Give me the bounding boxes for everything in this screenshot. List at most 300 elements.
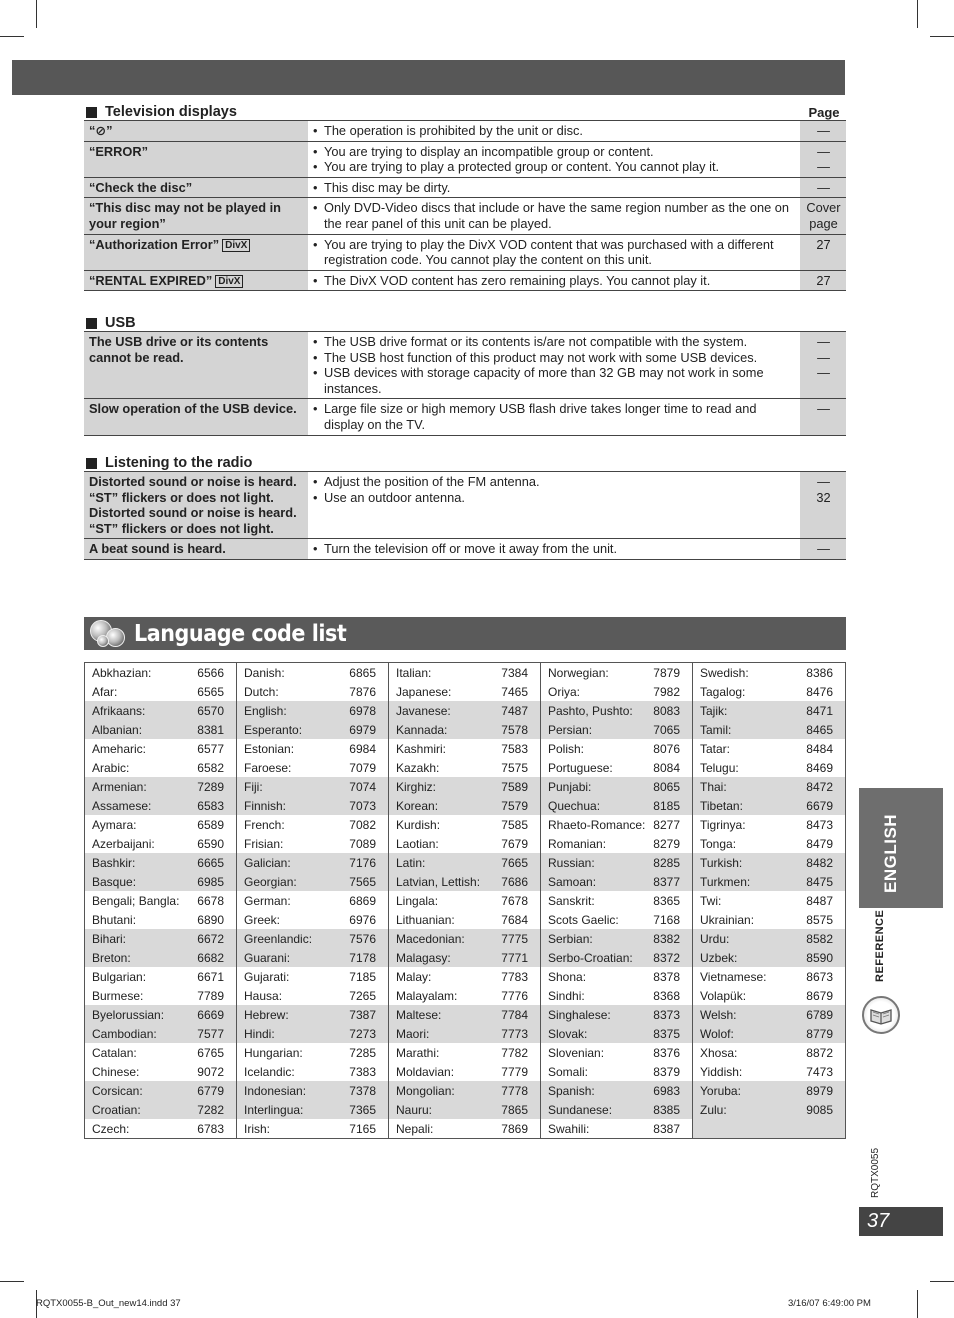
page-reference-cell — [800, 121, 846, 142]
language-name: Swedish: — [700, 665, 749, 680]
language-name: Faroese: — [244, 760, 292, 775]
symptom-cell — [84, 234, 308, 270]
page-reference: — — [817, 365, 830, 381]
language-name: Abkhazian: — [92, 665, 152, 680]
language-row — [541, 739, 692, 758]
tv-displays-section — [84, 100, 846, 291]
language-name: Scots Gaelic: — [548, 912, 619, 927]
language-row — [237, 777, 388, 796]
language-row — [85, 948, 236, 967]
language-row — [85, 891, 236, 910]
language-name: Ameharic: — [92, 741, 147, 756]
language-code: 6583 — [197, 798, 224, 813]
language-name: Croatian: — [92, 1102, 141, 1117]
language-row — [541, 948, 692, 967]
language-name: Byelorussian: — [92, 1007, 165, 1022]
square-bullet-icon — [86, 458, 97, 469]
language-code: 7285 — [349, 1045, 376, 1060]
language-row — [693, 1081, 845, 1100]
language-row — [85, 758, 236, 777]
language-code: 7074 — [349, 779, 376, 794]
language-row — [541, 1005, 692, 1024]
language-name: Hausa: — [244, 988, 283, 1003]
language-row — [389, 1062, 540, 1081]
language-code: 6765 — [197, 1045, 224, 1060]
language-name: Icelandic: — [244, 1064, 295, 1079]
symptom-cell — [84, 121, 308, 142]
page-reference-cell — [800, 332, 846, 399]
language-row — [237, 701, 388, 720]
language-name: Slovenian: — [548, 1045, 605, 1060]
page-reference: — — [817, 334, 830, 349]
symptom-cell — [84, 472, 308, 539]
language-row — [541, 796, 692, 815]
language-code: 6976 — [349, 912, 376, 927]
language-name: Mongolian: — [396, 1083, 455, 1098]
language-row — [693, 739, 845, 758]
language-code: 6789 — [806, 1007, 833, 1022]
usb-heading: USB — [84, 315, 136, 331]
remedy-cell — [308, 177, 800, 198]
language-name: Afrikaans: — [92, 703, 146, 718]
language-code: 8582 — [806, 931, 833, 946]
language-name: Bashkir: — [92, 855, 136, 870]
language-row — [237, 1081, 388, 1100]
language-code: 7579 — [501, 798, 528, 813]
language-row — [237, 853, 388, 872]
language-code: 7678 — [501, 893, 528, 908]
language-row — [237, 796, 388, 815]
language-code: 7289 — [197, 779, 224, 794]
language-code: 7879 — [653, 665, 680, 680]
language-code: 7176 — [349, 855, 376, 870]
square-bullet-icon — [86, 107, 97, 118]
language-name: Malay: — [396, 969, 432, 984]
remedy-item: • This disc may be dirty. — [313, 179, 451, 195]
language-name: Yoruba: — [700, 1083, 741, 1098]
language-code: 7776 — [501, 988, 528, 1003]
reference-label: REFERENCE — [874, 909, 886, 982]
language-row — [693, 986, 845, 1005]
language-row — [693, 720, 845, 739]
language-name: Yiddish: — [700, 1064, 743, 1079]
page-reference-cell — [800, 234, 846, 270]
language-code: 7073 — [349, 798, 376, 813]
language-name: Sindhi: — [548, 988, 585, 1003]
language-code: 8365 — [653, 893, 680, 908]
language-code: 8382 — [653, 931, 680, 946]
language-row — [389, 758, 540, 777]
language-column — [85, 663, 237, 1138]
language-name: Breton: — [92, 950, 131, 965]
language-name: Norwegian: — [548, 665, 609, 680]
language-code: 6665 — [197, 855, 224, 870]
language-name: Vietnamese: — [700, 969, 767, 984]
language-code: 8476 — [806, 684, 833, 699]
language-row-empty — [693, 1119, 845, 1138]
language-row — [693, 815, 845, 834]
language-name: Greenlandic: — [244, 931, 313, 946]
remedy-item: • The DivX VOD content has zero remaining plays. You cannot play it. — [313, 272, 711, 288]
language-code: 6983 — [653, 1083, 680, 1098]
language-code: 7578 — [501, 722, 528, 737]
language-row — [389, 815, 540, 834]
language-name: French: — [244, 817, 285, 832]
language-row — [693, 682, 845, 701]
language-row — [85, 739, 236, 758]
language-row — [85, 682, 236, 701]
language-name: Quechua: — [548, 798, 601, 813]
language-code: 7771 — [501, 950, 528, 965]
language-code: 7565 — [349, 874, 376, 889]
language-code: 7575 — [501, 760, 528, 775]
language-code: 6669 — [197, 1007, 224, 1022]
language-code: 8385 — [653, 1102, 680, 1117]
remedy-item: • You are trying to play a protected group or content. You cannot play it. — [313, 159, 720, 175]
language-code: 9072 — [197, 1064, 224, 1079]
remedy-cell — [308, 472, 800, 539]
tv-displays-table — [84, 120, 846, 291]
language-code: 7789 — [197, 988, 224, 1003]
language-row — [237, 1043, 388, 1062]
page-reference: — — [817, 401, 830, 417]
footer-timestamp: 3/16/07 6:49:00 PM — [788, 1298, 871, 1309]
symptom-label: “Authorization Error” DivX — [89, 237, 304, 253]
language-row — [389, 1005, 540, 1024]
language-name: Persian: — [548, 722, 593, 737]
language-name: Punjabi: — [548, 779, 592, 794]
book-icon — [862, 996, 900, 1034]
language-code: 8372 — [653, 950, 680, 965]
remedy-cell — [308, 234, 800, 270]
language-name: Turkish: — [700, 855, 743, 870]
language-row — [389, 1024, 540, 1043]
language-row — [85, 853, 236, 872]
language-name: Sanskrit: — [548, 893, 595, 908]
symptom-label: “ERROR” — [89, 143, 149, 159]
remedy-item: • The USB host function of this product may not work with some USB devices. — [313, 349, 758, 365]
language-code: 8779 — [806, 1026, 833, 1041]
language-code: 7773 — [501, 1026, 528, 1041]
language-row — [389, 948, 540, 967]
document-code: RQTX0055 — [870, 1147, 881, 1198]
page-reference-cell — [800, 270, 846, 291]
language-code: 6978 — [349, 703, 376, 718]
language-code: 7865 — [501, 1102, 528, 1117]
header-band — [12, 60, 845, 95]
language-name: Serbo-Croatian: — [548, 950, 633, 965]
language-code: 8590 — [806, 950, 833, 965]
page-reference: — — [817, 123, 830, 138]
language-code: 7665 — [501, 855, 528, 870]
language-row — [389, 1081, 540, 1100]
language-row — [85, 1119, 236, 1138]
language-code: 7583 — [501, 741, 528, 756]
language-name: Azerbaijani: — [92, 836, 155, 851]
language-name: Serbian: — [548, 931, 593, 946]
language-code: 7783 — [501, 969, 528, 984]
language-name: Javanese: — [396, 703, 451, 718]
language-code: 8377 — [653, 874, 680, 889]
language-name: Wolof: — [700, 1026, 734, 1041]
language-code: 8475 — [806, 874, 833, 889]
page-reference: 27 — [816, 236, 831, 252]
language-name: Arabic: — [92, 760, 130, 775]
symptom-label: Distorted sound or noise is heard. “ST” flickers or does not light. — [89, 505, 297, 536]
language-name: Bulgarian: — [92, 969, 147, 984]
language-name: Assamese: — [92, 798, 152, 813]
language-name: Galician: — [244, 855, 291, 870]
remedy-item: • Turn the television off or move it away from the unit. — [313, 541, 618, 557]
language-row — [85, 815, 236, 834]
language-code: 6865 — [349, 665, 376, 680]
language-name: Urdu: — [700, 931, 730, 946]
english-tab — [859, 788, 943, 908]
language-column — [541, 663, 693, 1138]
symptom-cell — [84, 399, 308, 435]
language-name: Laotian: — [396, 836, 439, 851]
language-code: 8471 — [806, 703, 833, 718]
language-code: 7686 — [501, 874, 528, 889]
language-name: Polish: — [548, 741, 585, 756]
remedy-item: • Large file size or high memory USB flash drive takes longer time to read and display on the TV. — [313, 401, 757, 432]
language-row — [693, 948, 845, 967]
language-code: 6984 — [349, 741, 376, 756]
remedy-item: • USB devices with storage capacity of more than 32 GB may not work in some instances. — [313, 365, 764, 396]
page-column-header: Page — [808, 105, 840, 120]
language-name: Ukrainian: — [700, 912, 755, 927]
language-code: 7784 — [501, 1007, 528, 1022]
language-name: Tonga: — [700, 836, 737, 851]
language-name: Welsh: — [700, 1007, 737, 1022]
language-name: Oriya: — [548, 684, 581, 699]
radio-section — [84, 451, 846, 560]
tv-displays-heading: Television displays — [84, 104, 237, 120]
language-row — [85, 1062, 236, 1081]
language-name: Singhalese: — [548, 1007, 611, 1022]
remedy-item: • You are trying to display an incompatible group or content. — [313, 143, 654, 159]
language-row — [541, 701, 692, 720]
table-row — [84, 472, 846, 539]
language-code: 7876 — [349, 684, 376, 699]
language-name: Catalan: — [92, 1045, 137, 1060]
page-reference-cell — [800, 177, 846, 198]
language-name: Hebrew: — [244, 1007, 289, 1022]
language-name: English: — [244, 703, 287, 718]
language-row — [237, 739, 388, 758]
language-name: Volapük: — [700, 988, 747, 1003]
language-row — [237, 1100, 388, 1119]
table-row — [84, 270, 846, 291]
language-row — [85, 986, 236, 1005]
language-name: Indonesian: — [244, 1083, 307, 1098]
language-code: 9085 — [806, 1102, 833, 1117]
language-code: 7576 — [349, 931, 376, 946]
language-code: 7465 — [501, 684, 528, 699]
language-row — [85, 1100, 236, 1119]
language-row — [237, 967, 388, 986]
language-name: Swahili: — [548, 1121, 590, 1136]
english-tab-label: ENGLISH — [881, 813, 900, 893]
language-row — [237, 720, 388, 739]
language-row — [85, 1043, 236, 1062]
language-code: 7079 — [349, 760, 376, 775]
language-name: Portuguese: — [548, 760, 613, 775]
language-row — [85, 1081, 236, 1100]
language-row — [693, 1024, 845, 1043]
language-row — [541, 910, 692, 929]
remedy-item: • The operation is prohibited by the unit or disc. — [313, 123, 583, 138]
symptom-label: A beat sound is heard. — [89, 541, 226, 557]
language-row — [693, 777, 845, 796]
language-name: Tatar: — [700, 741, 731, 756]
language-code: 6566 — [197, 665, 224, 680]
language-name: Romanian: — [548, 836, 607, 851]
language-row — [541, 758, 692, 777]
language-code: 7589 — [501, 779, 528, 794]
language-row — [541, 853, 692, 872]
language-row — [237, 758, 388, 777]
language-row — [541, 834, 692, 853]
language-row — [389, 967, 540, 986]
page-reference: — — [817, 541, 830, 557]
language-row — [541, 891, 692, 910]
language-row — [541, 986, 692, 1005]
language-row — [389, 1100, 540, 1119]
remedy-cell — [308, 141, 800, 177]
language-name: Georgian: — [244, 874, 297, 889]
language-row — [85, 929, 236, 948]
language-row — [541, 777, 692, 796]
table-row — [84, 399, 846, 435]
language-row — [237, 872, 388, 891]
language-name: Telugu: — [700, 760, 739, 775]
symptom-cell — [84, 177, 308, 198]
symptom-label: The USB drive or its contents cannot be read. — [89, 334, 269, 365]
language-name: Shona: — [548, 969, 587, 984]
language-code-list-title: Language code list — [134, 620, 347, 647]
language-code: 8386 — [806, 665, 833, 680]
language-code-list-banner — [84, 617, 846, 650]
language-code: 7679 — [501, 836, 528, 851]
language-name: Turkmen: — [700, 874, 751, 889]
radio-table — [84, 471, 846, 560]
language-code: 8465 — [806, 722, 833, 737]
language-name: Kirghiz: — [396, 779, 437, 794]
language-name: Bengali; Bangla: — [92, 893, 180, 908]
language-name: Greek: — [244, 912, 281, 927]
language-code: 6577 — [197, 741, 224, 756]
language-row — [85, 967, 236, 986]
language-code: 8368 — [653, 988, 680, 1003]
language-row — [541, 1024, 692, 1043]
language-code: 7778 — [501, 1083, 528, 1098]
language-row — [237, 1119, 388, 1138]
language-name: German: — [244, 893, 291, 908]
language-row — [389, 929, 540, 948]
page-reference: — — [817, 179, 830, 195]
language-name: Samoan: — [548, 874, 597, 889]
symptom-cell — [84, 270, 308, 291]
language-name: Albanian: — [92, 722, 143, 737]
language-name: Twi: — [700, 893, 722, 908]
language-row — [85, 1005, 236, 1024]
language-code: 8487 — [806, 893, 833, 908]
language-row — [85, 663, 236, 682]
language-name: Thai: — [700, 779, 727, 794]
square-bullet-icon — [86, 318, 97, 329]
language-code: 7282 — [197, 1102, 224, 1117]
language-name: Uzbek: — [700, 950, 738, 965]
language-name: Russian: — [548, 855, 595, 870]
language-name: Chinese: — [92, 1064, 140, 1079]
language-row — [85, 910, 236, 929]
language-row — [389, 853, 540, 872]
language-row — [541, 1043, 692, 1062]
language-name: Pashto, Pushto: — [548, 703, 633, 718]
language-code: 8378 — [653, 969, 680, 984]
language-name: Hungarian: — [244, 1045, 303, 1060]
language-name: Somali: — [548, 1064, 589, 1079]
language-row — [237, 663, 388, 682]
symptom-label: Slow operation of the USB device. — [89, 401, 297, 417]
table-row — [84, 177, 846, 198]
language-name: Malayalam: — [396, 988, 458, 1003]
language-column — [389, 663, 541, 1138]
language-row — [693, 758, 845, 777]
page-reference-cell — [800, 399, 846, 435]
language-row — [693, 853, 845, 872]
language-code: 6979 — [349, 722, 376, 737]
language-row — [541, 1081, 692, 1100]
language-row — [85, 777, 236, 796]
language-row — [693, 1100, 845, 1119]
language-code: 7384 — [501, 665, 528, 680]
language-code: 7365 — [349, 1102, 376, 1117]
divx-badge: DivX — [215, 275, 243, 288]
language-code: 7178 — [349, 950, 376, 965]
language-name: Japanese: — [396, 684, 452, 699]
language-code: 6679 — [806, 798, 833, 813]
language-code: 7383 — [349, 1064, 376, 1079]
language-name: Macedonian: — [396, 931, 465, 946]
language-name: Frisian: — [244, 836, 284, 851]
language-row — [541, 720, 692, 739]
language-row — [541, 1062, 692, 1081]
language-row — [541, 663, 692, 682]
language-name: Cambodian: — [92, 1026, 157, 1041]
language-row — [389, 796, 540, 815]
language-code: 8473 — [806, 817, 833, 832]
language-code: 7775 — [501, 931, 528, 946]
page-reference: — — [817, 474, 830, 489]
language-name: Sundanese: — [548, 1102, 613, 1117]
language-row — [693, 796, 845, 815]
remedy-item: • Adjust the position of the FM antenna. — [313, 474, 540, 489]
language-row — [85, 701, 236, 720]
language-name: Kashmiri: — [396, 741, 447, 756]
language-name: Esperanto: — [244, 722, 303, 737]
language-row — [541, 1119, 692, 1138]
language-row — [693, 872, 845, 891]
table-row — [84, 539, 846, 560]
symptom-label: Distorted sound or noise is heard. “ST” flickers or does not light. — [89, 474, 297, 505]
language-code: 6869 — [349, 893, 376, 908]
page-reference: Cover page — [806, 200, 841, 231]
language-code: 6570 — [197, 703, 224, 718]
language-code: 7168 — [653, 912, 680, 927]
language-row — [85, 834, 236, 853]
